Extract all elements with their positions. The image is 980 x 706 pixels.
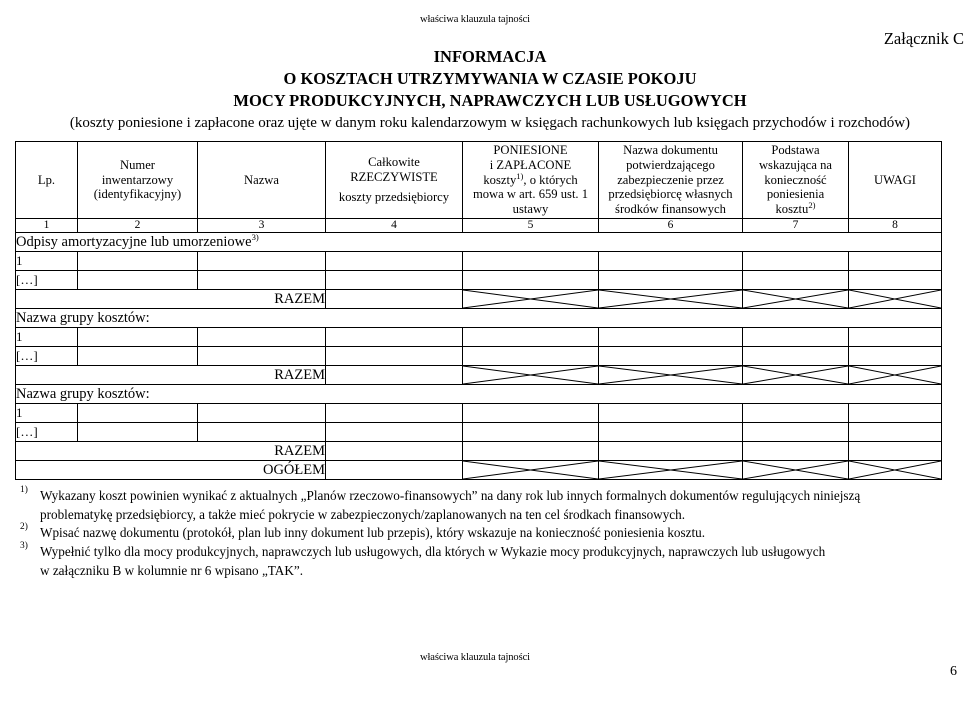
total-cell-col-4[interactable]	[326, 366, 463, 385]
column-number-7: 7	[743, 219, 849, 233]
total-cell-col-4[interactable]	[326, 290, 463, 309]
data-cell-col-5[interactable]	[463, 347, 599, 366]
data-cell-col-2[interactable]	[78, 252, 198, 271]
footnote-2	[18, 524, 948, 543]
data-cell-col-8[interactable]	[849, 404, 942, 423]
column-header-nazwa: Nazwa	[198, 142, 326, 219]
data-cell-col-8[interactable]	[849, 328, 942, 347]
total-cell-col-6[interactable]	[599, 442, 743, 461]
data-cell-col-7[interactable]	[743, 347, 849, 366]
footnote-text-continued: w załączniku B w kolumnie nr 6 wpisano „TAK”.	[40, 562, 303, 578]
footnote-marker: 1)	[20, 485, 28, 495]
row-index[interactable]: […]	[16, 271, 78, 290]
crossed-out-cell-col-6	[599, 290, 743, 309]
secrecy-clause-bottom: właściwa klauzula tajności	[420, 652, 530, 663]
column-number-4: 4	[326, 219, 463, 233]
title-line-2: O KOSZTACH UTRZYMYWANIA W CZASIE POKOJU	[283, 69, 697, 89]
footnote-text-continued: problematykę przedsiębiorcy, a także mieć pokrycie w zabezpieczonych/zaplanowanych na ten cel środkach finansowych.	[40, 506, 686, 522]
data-cell-col-4[interactable]	[326, 271, 463, 290]
data-cell-col-6[interactable]	[599, 252, 743, 271]
page-number: 6	[950, 664, 957, 679]
data-cell-col-4[interactable]	[326, 423, 463, 442]
data-cell-col-2[interactable]	[78, 404, 198, 423]
table-row-section	[16, 309, 942, 328]
column-header-lp: Lp.	[16, 142, 78, 219]
grand-total-label: OGÓŁEM	[16, 461, 326, 480]
data-cell-col-6[interactable]	[599, 347, 743, 366]
cost-table-wrapper	[15, 141, 941, 480]
data-cell-col-7[interactable]	[743, 328, 849, 347]
crossed-out-cell-col-8	[849, 290, 942, 309]
footnote-text: Wypełnić tylko dla mocy produkcyjnych, naprawczych lub usługowych, dla których w Wykazie mocy produkcyjnych, naprawczych lub usługowych	[40, 544, 826, 560]
column-number-8: 8	[849, 219, 942, 233]
column-header-uwagi: UWAGI	[849, 142, 942, 219]
table-row	[16, 423, 942, 442]
table-row	[16, 404, 942, 423]
total-cell-col-7[interactable]	[743, 442, 849, 461]
footnote-marker: 2)	[20, 522, 28, 533]
secrecy-clause-top: właściwa klauzula tajności	[420, 14, 530, 25]
total-label: RAZEM	[16, 442, 326, 461]
data-cell-col-2[interactable]	[78, 423, 198, 442]
annex-label: Załącznik C	[883, 29, 964, 48]
data-cell-col-2[interactable]	[78, 271, 198, 290]
table-row-section	[16, 385, 942, 404]
column-number-3: 3	[198, 219, 326, 233]
data-cell-col-5[interactable]	[463, 328, 599, 347]
data-cell-col-5[interactable]	[463, 423, 599, 442]
column-header-poniesione-zaplacone: PONIESIONE i ZAPŁACONE koszty$^{1)}$, o których mowa w art. 659 ust. 1 ustawy	[463, 142, 599, 219]
crossed-out-cell-col-5	[463, 366, 599, 385]
crossed-out-cell-col-7	[743, 461, 849, 480]
column-number-6: 6	[599, 219, 743, 233]
section-label: Nazwa grupy kosztów:	[16, 385, 942, 404]
data-cell-col-5[interactable]	[463, 404, 599, 423]
table-row	[16, 252, 942, 271]
data-cell-col-3[interactable]	[198, 328, 326, 347]
table-row	[16, 271, 942, 290]
title-block	[0, 46, 980, 135]
row-index[interactable]: […]	[16, 423, 78, 442]
total-label: RAZEM	[16, 366, 326, 385]
row-index[interactable]: […]	[16, 347, 78, 366]
total-label: RAZEM	[16, 290, 326, 309]
data-cell-col-2[interactable]	[78, 328, 198, 347]
data-cell-col-8[interactable]	[849, 347, 942, 366]
title-line-4: (koszty poniesione i zapłacone oraz ujęte w danym roku kalendarzowym w księgach rachunkowych lub księgach przychodów i rozchodów)	[69, 115, 911, 132]
data-cell-col-8[interactable]	[849, 423, 942, 442]
column-header-numer-inwentarzowy: Numer inwentarzowy (identyfikacyjny)	[78, 142, 198, 219]
data-cell-col-7[interactable]	[743, 252, 849, 271]
data-cell-col-3[interactable]	[198, 252, 326, 271]
row-index[interactable]: 1	[16, 252, 78, 271]
table-body	[16, 233, 942, 480]
column-number-5: 5	[463, 219, 599, 233]
crossed-out-cell-col-8	[849, 366, 942, 385]
data-cell-col-3[interactable]	[198, 271, 326, 290]
section-label: Odpisy amortyzacyjne lub umorzeniowe$^{3)}$	[16, 233, 942, 252]
table-row	[16, 347, 942, 366]
data-cell-col-2[interactable]	[78, 347, 198, 366]
data-cell-col-5[interactable]	[463, 271, 599, 290]
data-cell-col-5[interactable]	[463, 252, 599, 271]
total-cell-col-4[interactable]	[326, 461, 463, 480]
crossed-out-cell-col-7	[743, 290, 849, 309]
crossed-out-cell-col-6	[599, 366, 743, 385]
data-cell-col-6[interactable]	[599, 423, 743, 442]
footnote-marker: 3)	[20, 541, 28, 552]
data-cell-col-4[interactable]	[326, 252, 463, 271]
data-cell-col-6[interactable]	[599, 404, 743, 423]
data-cell-col-6[interactable]	[599, 328, 743, 347]
row-index[interactable]: 1	[16, 404, 78, 423]
table-row-total	[16, 442, 942, 461]
data-cell-col-4[interactable]	[326, 404, 463, 423]
footnote-3	[18, 543, 948, 580]
cost-table	[15, 141, 942, 480]
total-cell-col-4[interactable]	[326, 442, 463, 461]
data-cell-col-7[interactable]	[743, 423, 849, 442]
data-cell-col-8[interactable]	[849, 271, 942, 290]
crossed-out-cell-col-5	[463, 461, 599, 480]
title-line-1: INFORMACJA	[433, 47, 547, 66]
table-row-total	[16, 290, 942, 309]
table-row-section	[16, 233, 942, 252]
total-cell-col-8[interactable]	[849, 442, 942, 461]
data-cell-col-6[interactable]	[599, 271, 743, 290]
footnote-text: Wpisać nazwę dokumentu (protokół, plan lub inny dokument lub przepis), który wskazuje na konieczność poniesienia kosztu.	[40, 525, 706, 541]
section-label: Nazwa grupy kosztów:	[16, 309, 942, 328]
row-index[interactable]: 1	[16, 328, 78, 347]
table-row-grand-total	[16, 461, 942, 480]
column-number-row	[16, 219, 942, 233]
crossed-out-cell-col-7	[743, 366, 849, 385]
table-row	[16, 328, 942, 347]
crossed-out-cell-col-8	[849, 461, 942, 480]
data-cell-col-4[interactable]	[326, 347, 463, 366]
column-number-1: 1	[16, 219, 78, 233]
data-cell-col-3[interactable]	[198, 347, 326, 366]
data-cell-col-7[interactable]	[743, 404, 849, 423]
data-cell-col-4[interactable]	[326, 328, 463, 347]
total-cell-col-5[interactable]	[463, 442, 599, 461]
data-cell-col-7[interactable]	[743, 271, 849, 290]
data-cell-col-8[interactable]	[849, 252, 942, 271]
column-header-calkowite-rzeczywiste: Całkowite RZECZYWISTE koszty przedsiębiorcy	[326, 142, 463, 219]
footnote-1	[18, 487, 948, 524]
column-header-nazwa-dokumentu: Nazwa dokumentu potwierdzającego zabezpieczenie przez przedsiębiorcę własnych środków finansowych	[599, 142, 743, 219]
table-row-total	[16, 366, 942, 385]
title-line-3: MOCY PRODUKCYJNYCH, NAPRAWCZYCH LUB USŁUGOWYCH	[233, 91, 747, 111]
data-cell-col-3[interactable]	[198, 404, 326, 423]
table-header-row	[16, 142, 942, 219]
crossed-out-cell-col-5	[463, 290, 599, 309]
data-cell-col-3[interactable]	[198, 423, 326, 442]
footnote-text: Wykazany koszt powinien wynikać z aktualnych „Planów rzeczowo-finansowych” na dany rok lub innych formalnych dokumentów regulujących niniejszą	[40, 488, 861, 503]
column-header-podstawa: Podstawa wskazująca na konieczność poniesienia kosztu$^{2)}$	[743, 142, 849, 219]
column-number-2: 2	[78, 219, 198, 233]
crossed-out-cell-col-6	[599, 461, 743, 480]
footnotes	[18, 487, 948, 581]
